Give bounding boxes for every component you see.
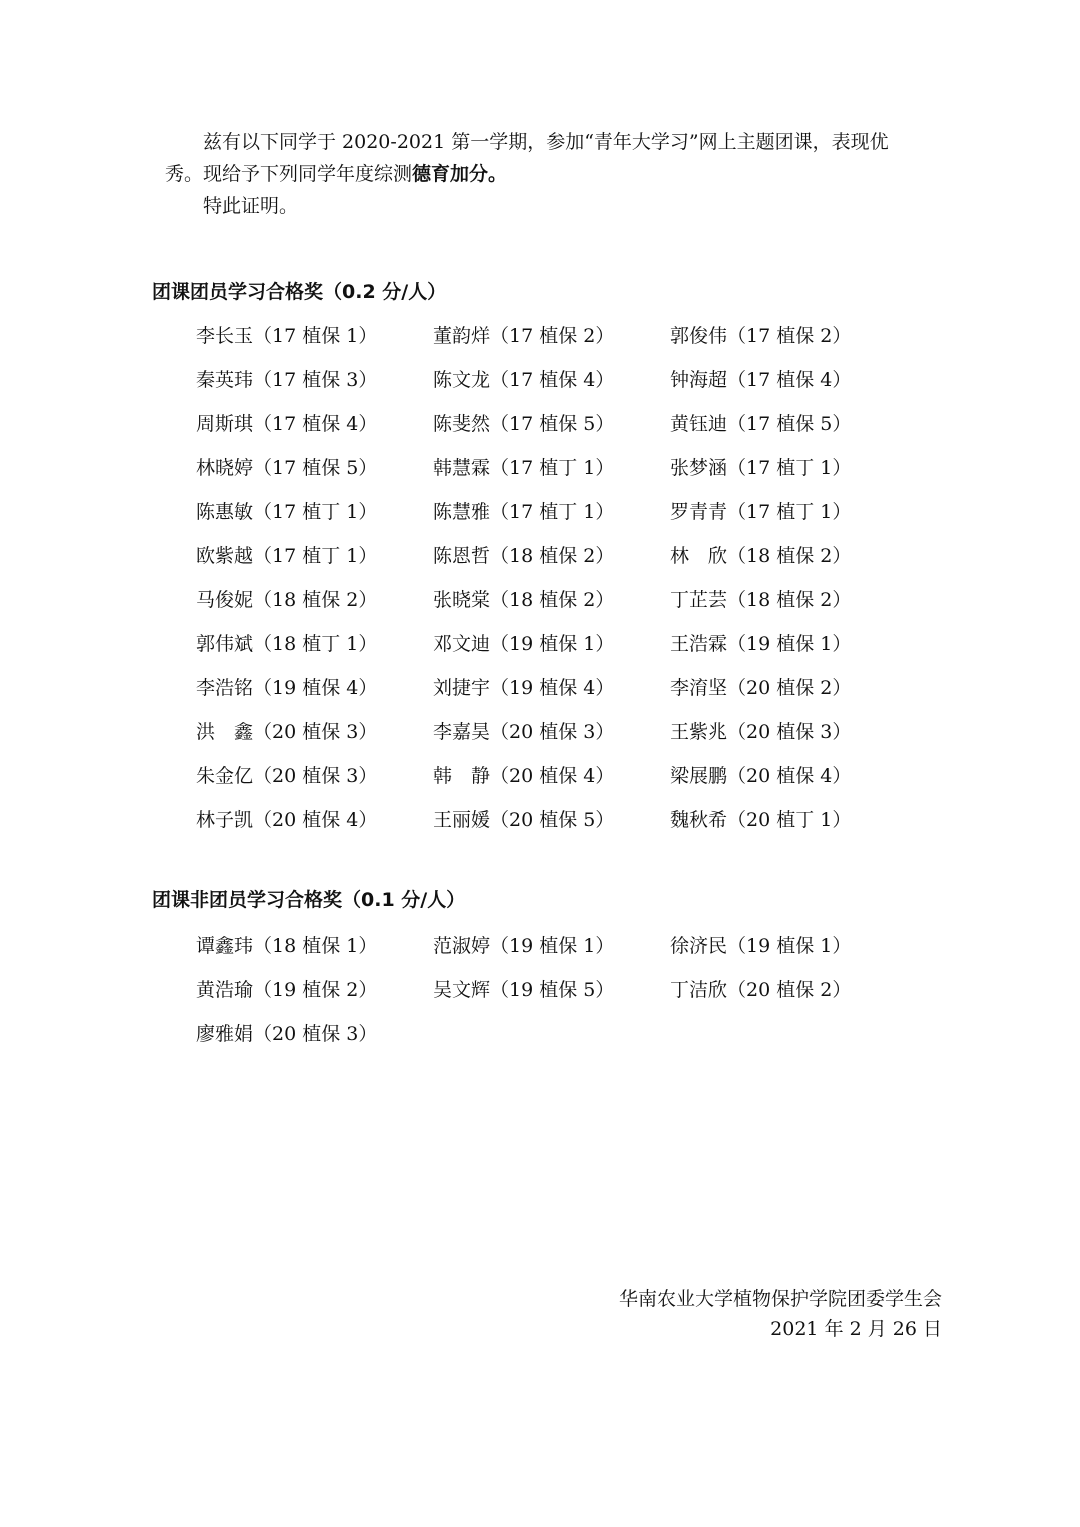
student-entry: 王浩霖（19 植保 1） <box>670 632 852 655</box>
student-entry: 洪 鑫（20 植保 3） <box>196 720 378 743</box>
student-entry: 韩 静（20 植保 4） <box>433 764 615 787</box>
intro-paragraph-2: 特此证明。 <box>203 195 299 217</box>
student-entry: 陈恩哲（18 植保 2） <box>433 544 615 567</box>
intro-paragraph-1-text: 兹有以下同学于 2020-2021 第一学期，参加“青年大学习”网上主题团课，表现优秀。现给予下列同学年度综测 <box>165 131 889 185</box>
student-entry: 林子凯（20 植保 4） <box>196 808 378 831</box>
student-entry: 林 欣（18 植保 2） <box>670 544 852 567</box>
student-entry: 王紫兆（20 植保 3） <box>670 720 852 743</box>
intro-paragraph-1 <box>165 126 925 190</box>
section1-name-grid <box>196 312 916 840</box>
student-entry: 丁芷芸（18 植保 2） <box>670 588 852 611</box>
student-entry: 陈惠敏（17 植丁 1） <box>196 500 378 523</box>
student-entry: 周斯琪（17 植保 4） <box>196 412 378 435</box>
student-entry: 范淑婷（19 植保 1） <box>433 934 615 957</box>
section1-title: 团课团员学习合格奖（0.2 分/人） <box>152 281 447 303</box>
student-entry: 黄浩瑜（19 植保 2） <box>196 978 378 1001</box>
student-entry: 钟海超（17 植保 4） <box>670 368 852 391</box>
student-entry: 李浩铭（19 植保 4） <box>196 676 378 699</box>
student-entry: 邓文迪（19 植保 1） <box>433 632 615 655</box>
student-entry: 李长玉（17 植保 1） <box>196 324 378 347</box>
student-entry: 罗青青（17 植丁 1） <box>670 500 852 523</box>
signature-block <box>522 1284 942 1344</box>
student-entry: 廖雅娟（20 植保 3） <box>196 1022 378 1045</box>
student-entry: 郭俊伟（17 植保 2） <box>670 324 852 347</box>
student-entry: 梁展鹏（20 植保 4） <box>670 764 852 787</box>
student-entry: 丁洁欣（20 植保 2） <box>670 978 852 1001</box>
section2-title: 团课非团员学习合格奖（0.1 分/人） <box>152 889 466 911</box>
student-entry: 韩慧霖（17 植丁 1） <box>433 456 615 479</box>
student-entry: 朱金亿（20 植保 3） <box>196 764 378 787</box>
student-entry: 陈斐然（17 植保 5） <box>433 412 615 435</box>
student-entry: 谭鑫玮（18 植保 1） <box>196 934 378 957</box>
student-entry: 李嘉昊（20 植保 3） <box>433 720 615 743</box>
student-entry: 魏秋希（20 植丁 1） <box>670 808 852 831</box>
section2-name-grid <box>196 922 916 1054</box>
student-entry: 黄钰迪（17 植保 5） <box>670 412 852 435</box>
student-entry: 陈慧雅（17 植丁 1） <box>433 500 615 523</box>
intro-bold-phrase: 德育加分。 <box>412 163 508 185</box>
student-entry: 李淯坚（20 植保 2） <box>670 676 852 699</box>
student-entry: 刘捷宇（19 植保 4） <box>433 676 615 699</box>
student-entry: 陈文龙（17 植保 4） <box>433 368 615 391</box>
student-entry: 张梦涵（17 植丁 1） <box>670 456 852 479</box>
student-entry: 郭伟斌（18 植丁 1） <box>196 632 378 655</box>
student-entry: 欧紫越（17 植丁 1） <box>196 544 378 567</box>
signature-date: 2021 年 2 月 26 日 <box>770 1318 942 1340</box>
student-entry: 张晓棠（18 植保 2） <box>433 588 615 611</box>
student-entry: 秦英玮（17 植保 3） <box>196 368 378 391</box>
student-entry: 董韵烊（17 植保 2） <box>433 324 615 347</box>
intro-text <box>165 126 925 222</box>
signature-organization: 华南农业大学植物保护学院团委学生会 <box>618 1288 942 1310</box>
student-entry: 林晓婷（17 植保 5） <box>196 456 378 479</box>
student-entry: 王丽媛（20 植保 5） <box>433 808 615 831</box>
student-entry: 马俊妮（18 植保 2） <box>196 588 378 611</box>
student-entry: 吴文辉（19 植保 5） <box>433 978 615 1001</box>
student-entry: 徐济民（19 植保 1） <box>670 934 852 957</box>
